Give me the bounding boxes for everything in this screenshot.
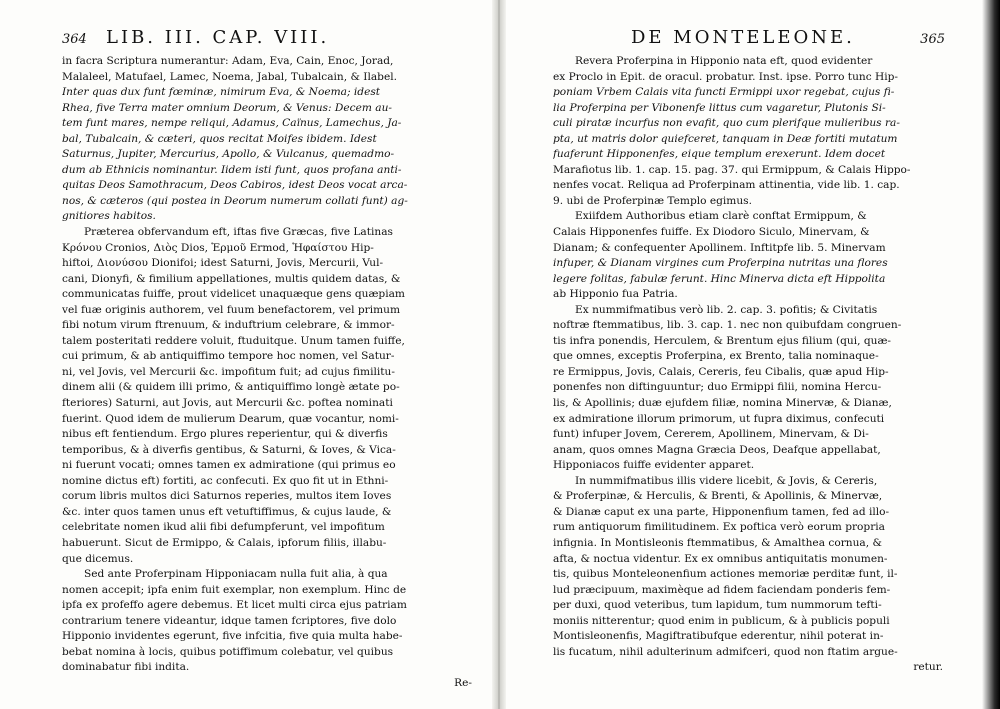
paragraph <box>62 567 474 676</box>
text-line: pta, ut matris dolor quiefceret, tanquam in Deæ fortiti mutatum <box>553 132 898 145</box>
text-line: ni, vel Jovis, vel Mercurii &c. impofitum fuit; ad cujus fimilitu- <box>62 365 395 378</box>
left-running-head: LIB. III. CAP. VIII. <box>106 27 330 48</box>
text-line: nenfes vocat. Reliqua ad Proferpinam attinentia, vide lib. 1. cap. <box>553 179 900 192</box>
text-line: habuerunt. Sicut de Ermippo, & Calais, ipforum filiis, illabu- <box>62 536 387 549</box>
book-gutter <box>492 0 506 709</box>
text-line: talem posteritati reddere voluit, ftuduitque. Unum tamen fuiffe, <box>62 334 405 347</box>
text-line: bal, Tubalcain, & cæteri, quos recitat Moifes ibidem. Idest <box>62 132 377 145</box>
right-page-header <box>553 27 945 54</box>
text-line: Montisleonenfis, Magiftratibufque ederentur, nihil poterat in- <box>553 630 884 643</box>
text-line: Ex nummifmatibus verò lib. 2. cap. 3. pofitis; & Civitatis <box>575 303 878 316</box>
text-line: Inter quas dux funt fœminæ, nimirum Eva, & Noema; idest <box>62 86 381 99</box>
text-line: moniis nitterentur; quod enim in publicum, & à publicis populi <box>553 614 890 627</box>
text-line: Præterea obfervandum eft, iftas five Græcas, five Latinas <box>84 226 393 239</box>
text-line: dum ab Ethnicis nominantur. Iidem isti funt, quos profana anti- <box>62 163 402 176</box>
text-line: & Dianæ caput ex una parte, Hipponenfium tamen, fed ad illo- <box>553 505 890 518</box>
paragraph <box>62 54 474 225</box>
text-line: Sed ante Proferpinam Hipponiacam nulla fuit alia, à qua <box>84 568 388 581</box>
left-page-header <box>62 27 474 54</box>
paragraph <box>553 474 945 661</box>
text-line: afta, & noctua videntur. Ex ex omnibus antiquitatis monumen- <box>553 552 888 565</box>
text-line: fuaferunt Hipponenfes, eique templum erexerunt. Idem docet <box>553 148 886 161</box>
text-line: lud præcipuum, maximèque ad fidem faciendam ponderis fem- <box>553 583 891 596</box>
text-line: lis, & Apollinis; duæ ejufdem filiæ, nomina Minervæ, & Dianæ, <box>553 397 892 410</box>
text-line: ex admiratione illorum primorum, ut fupra diximus, confecuti <box>553 412 885 425</box>
text-line: in facra Scriptura numerantur: Adam, Eva, Cain, Enoc, Jorad, <box>62 55 394 67</box>
left-page <box>62 27 474 691</box>
text-line: funt) infuper Jovem, Cererem, Apollinem, Minervam, & Di- <box>553 428 869 441</box>
text-line: fteriores) Saturni, aut Jovis, aut Mercurii &c. poftea nominati <box>62 397 393 410</box>
text-line: tis infra ponendis, Herculem, & Brentum ejus filium (qui, quæ- <box>553 334 892 347</box>
text-line: anam, quos omnes Magna Græcia Deos, Deafque appellabat, <box>553 443 881 456</box>
text-line: cani, Dionyfi, & fimilium appellationes, multis quidem datas, & <box>62 272 401 285</box>
text-line: gnitiores habitos. <box>62 210 156 223</box>
paragraph <box>553 303 945 474</box>
text-line: nos, & cæteros (qui postea in Deorum numerum collati funt) ag- <box>62 194 408 207</box>
text-line: dominabatur fibi indita. <box>62 661 190 674</box>
text-line: poniam Vrbem Calais vita functi Ermippi uxor regebat, cujus fi- <box>553 86 895 99</box>
right-page-body <box>553 54 945 660</box>
text-line: ex Proclo in Epit. de oracul. probatur. Inst. ipse. Porro tunc Hip- <box>553 70 898 83</box>
text-line: que dicemus. <box>62 552 134 565</box>
text-line: tem funt mares, nempe reliqui, Adamus, Caïnus, Lamechus, Ja- <box>62 117 402 130</box>
right-catchword: retur. <box>913 661 943 674</box>
text-line: Calais Hipponenfes fuiffe. Ex Diodoro Siculo, Minervam, & <box>553 226 870 239</box>
text-line: bebat nomina à locis, quibus potiffimum colebatur, vel quibus <box>62 645 394 658</box>
text-line: corum libris multos dici Saturnos reperies, multos item Ioves <box>62 490 392 503</box>
text-line: hiftoi, Διονύσου Dionifoi; idest Saturni, Jovis, Mercurii, Vul- <box>62 257 384 270</box>
text-line: ab Hipponio fua Patria. <box>553 288 678 301</box>
text-line: Saturnus, Jupiter, Mercurius, Apollo, & Vulcanus, quemadmo- <box>62 148 395 161</box>
text-line: Revera Proferpina in Hipponio nata eft, quod evidenter <box>575 55 873 67</box>
text-line: fuerint. Quod idem de mulierum Dearum, quæ vocantur, nomi- <box>62 412 399 425</box>
text-line: legere folitas, fabulæ ferunt. Hinc Minerva dicta eft Hippolita <box>553 272 886 285</box>
text-line: Dianam; & confequenter Apollinem. Inftitpfe lib. 5. Minervam <box>553 241 886 254</box>
text-line: ipfa ex profeffo agere debemus. Et licet multi circa ejus patriam <box>62 599 407 612</box>
left-page-number: 364 <box>62 32 87 47</box>
text-line: lia Proferpina per Vibonenfe littus cum vagaretur, Plutonis Si- <box>553 101 886 114</box>
text-line: re Ermippus, Jovis, Calais, Cereris, feu Cibalis, quæ apud Hip- <box>553 365 889 378</box>
text-line: Κρόνου Cronios, Διὸς Dios, Ἑρμοῦ Ermod, Ἡφαίστου Hip- <box>62 241 374 254</box>
paragraph <box>553 54 945 209</box>
text-line: temporibus, & à diverfis gentibus, & Saturni, & Ioves, & Vica- <box>62 443 396 456</box>
text-line: dinem alii (& quidem illi primo, & antiquiffimo longè ætate po- <box>62 381 400 394</box>
right-page <box>553 27 945 676</box>
text-line: Hipponiacos fuiffe evidenter apparet. <box>553 459 755 472</box>
text-line: rum antiquorum fimilitudinem. Ex poftica verò eorum propria <box>553 521 885 534</box>
text-line: ni fuerunt vocati; omnes tamen ex admiratione (qui primus eo <box>62 459 396 472</box>
text-line: & Proferpinæ, & Herculis, & Brenti, & Apollinis, & Minervæ, <box>553 490 883 503</box>
page-edge-shadow <box>982 0 1000 709</box>
text-line: Exiifdem Authoribus etiam clarè conftat Ermippum, & <box>575 210 867 223</box>
left-page-body <box>62 54 474 676</box>
text-line: noftræ ftemmatibus, lib. 3. cap. 1. nec non quibufdam congruen- <box>553 319 902 332</box>
text-line: nomen accepit; ipfa enim fuit exemplar, non exemplum. Hinc de <box>62 583 407 596</box>
text-line: per duxi, quod veteribus, tum lapidum, tum nummorum tefti- <box>553 599 882 612</box>
text-line: tis, quibus Monteleonenfium actiones memoriæ perditæ funt, il- <box>553 568 898 581</box>
text-line: vel fuæ originis authorem, vel fuum benefactorem, vel primum <box>62 303 401 316</box>
text-line: quitas Deos Samothracum, Deos Cabiros, idest Deos vocat arca- <box>62 179 408 192</box>
paragraph <box>62 225 474 567</box>
right-running-head: DE MONTELEONE. <box>631 27 855 48</box>
text-line: nibus eft fentiendum. Ergo plures reperientur, qui & diverfis <box>62 428 388 441</box>
text-line: contrarium tenere videantur, idque tamen fcriptores, five dolo <box>62 614 397 627</box>
paragraph <box>553 209 945 302</box>
text-line: cui primum, & ab antiquiffimo tempore hoc nomen, vel Satur- <box>62 350 395 363</box>
text-line: ponenfes non diftinguuntur; duo Ermippi filii, nomina Hercu- <box>553 381 882 394</box>
text-line: Rhea, five Terra mater omnium Deorum, & Venus: Decem au- <box>62 101 392 114</box>
right-page-number: 365 <box>920 32 945 47</box>
text-line: nomine dictus eft) fortiti, ac confecuti. Ex quo fit ut in Ethni- <box>62 474 389 487</box>
text-line: In nummifmatibus illis videre licebit, & Jovis, & Cereris, <box>575 474 878 487</box>
text-line: infuper, & Dianam virgines cum Proferpina nutritas una flores <box>553 257 888 270</box>
text-line: que omnes, exceptis Proferpina, ex Brento, talia nominaque- <box>553 350 879 363</box>
text-line: Malaleel, Matufael, Lamec, Noema, Jabal, Tubalcain, & Ilabel. <box>62 70 397 83</box>
left-catchword: Re- <box>454 676 472 689</box>
text-line: Hipponio invidentes egerunt, five infcitia, five quia multa habe- <box>62 630 403 643</box>
text-line: fibi notum virum ftrenuum, & induftrium celebrare, & immor- <box>62 319 395 332</box>
text-line: communicatas fuiffe, prout videlicet unaquæque gens quæpiam <box>62 288 405 301</box>
text-line: lis fucatum, nihil adulterinum admifceri, quod non ftatim argue- <box>553 645 898 658</box>
text-line: Marafiotus lib. 1. cap. 15. pag. 37. qui Ermippum, & Calais Hippo- <box>553 163 911 176</box>
text-line: &c. inter quos tamen unus eft vetuftiffimus, & cujus laude, & <box>62 505 392 518</box>
text-line: infignia. In Montisleonis ftemmatibus, & Amalthea cornua, & <box>553 536 882 549</box>
text-line: celebritate nomen ikud alii fibi defumpferunt, vel impofitum <box>62 521 385 534</box>
text-line: culi piratæ incurfus non evafit, quo cum plerifque mulieribus ra- <box>553 117 900 130</box>
text-line: 9. ubi de Proferpinæ Templo egimus. <box>553 194 752 207</box>
